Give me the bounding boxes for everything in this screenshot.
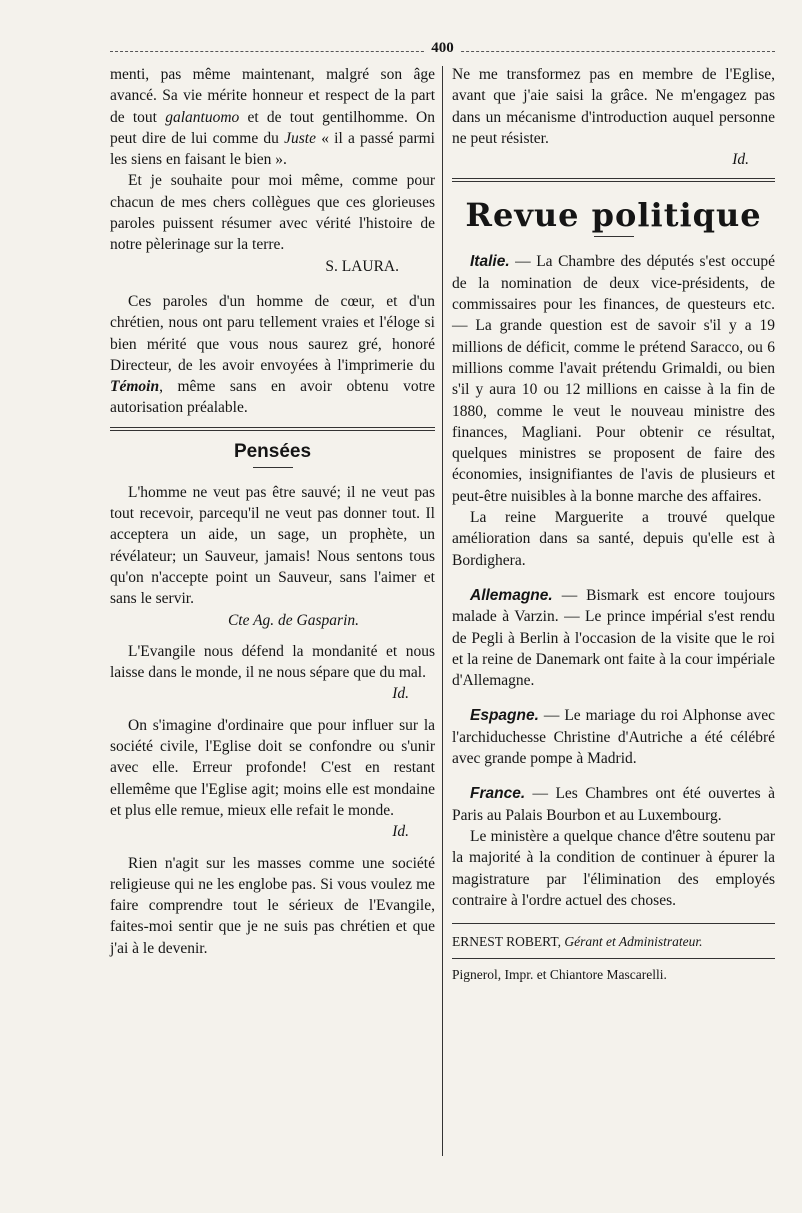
france-paragraph-2: Le ministère a quelque chance d'être soutenu par la majorité à la condition de continuer à épurer la magistrature par l'élimination des employés contraire à l'ordre actuel des choses. <box>452 827 775 909</box>
section-divider <box>452 178 775 182</box>
allemagne-paragraph: Allemagne. — Bismark est encore toujours malade à Varzin. — Le prince impérial s'est rendu de Pegli à Berlin à l'occasion de la visite que le roi et la reine de Danemark ont faite à la cour impériale d'Allemagne. <box>452 586 775 690</box>
page-header <box>110 40 775 62</box>
page-number: 400 <box>425 40 460 57</box>
italie-paragraph: Italie. — La Chambre des députés s'est occupé de la nomination de deux vice-présidents, de commissaires pour les finances, de questeurs etc. — La grande question est de savoir s'il y a 19 millions de déficit, comme le prétend Saracco, ou 6 millions comme l'avait prétendu Grimaldi, ou bien s'il y aura 10 ou 12 millions en caisse à la fin de 1880, comme le veut le nouveau ministre des finances, Magliani. Pour obtenir ce résultat, quelques ministres se proposent de faire des économies, insignifiantes de l'avis de plusieurs et peut-être nuisibles à la bonne marche des affaires. <box>452 253 775 505</box>
pensee-3-signature: Id. <box>392 823 409 841</box>
pensee-2: L'Evangile nous défend la mondanité et nous laisse dans le monde, il ne nous sépare que du mal. <box>110 642 435 682</box>
title-rule <box>594 236 634 237</box>
pensee-5: Ne me transformez pas en membre de l'Eglise, avant que j'aie saisi la grâce. Ne m'engagez pas dans un mécanisme d'introduction auquel personne ne peut résister. <box>452 66 775 147</box>
italie-paragraph-2: La reine Marguerite a trouvé quelque amélioration dans sa santé, depuis qu'elle est à Bordighera. <box>452 509 775 569</box>
footer-rule <box>452 923 775 924</box>
intro-paragraph-1: menti, pas même maintenant, malgré son âge avancé. Sa vie mérite honneur et respect de la part de tout galantuomo et de tout gentilhomme. On peut dire de lui comme du Juste « il a passé parmi les siens en faisant le bien ». <box>110 66 435 169</box>
pensee-5-signature: Id. <box>732 151 749 169</box>
france-paragraph: France. — Les Chambres ont été ouvertes à Paris au Palais Bourbon et au Luxembourg. <box>452 785 775 824</box>
footer-manager: ERNEST ROBERT, Gérant et Administrateur. <box>452 934 703 950</box>
intro-signature: S. LAURA. <box>325 257 399 275</box>
intro-paragraph-2: Et je souhaite pour moi même, comme pour chacun de mes chers collègues que ces glorieuses paroles puissent résumer avec vérité l'histoire de notre pèlerinage sur la terre. <box>110 172 435 254</box>
pensee-2-signature: Id. <box>392 685 409 703</box>
pensees-title: Pensées <box>233 440 312 462</box>
revue-title: Revue politique <box>465 196 762 235</box>
pensee-4: Rien n'agit sur les masses comme une société religieuse qui ne les englobe pas. Si vous voulez me faire comprendre tout le sérieux de l'Evangile, faites-moi sentir que je ne suis pas chrétien et que j'ai à le devenir. <box>110 854 435 957</box>
pensee-1: L'homme ne veut pas être sauvé; il ne veut pas tout recevoir, parcequ'il ne veut pas donner tout. Il acceptera un aide, un sage, un prophète, un révélateur; un Sauveur, jamais! Nous sentons tous qu'on n'accepte point un Sauveur, sans l'aimer et sans le servir. <box>110 483 435 608</box>
column-divider <box>442 66 443 1156</box>
section-divider <box>110 427 435 431</box>
footer-rule <box>452 958 775 959</box>
footer-printer: Pignerol, Impr. et Chiantore Mascarelli. <box>452 967 667 983</box>
editor-note: Ces paroles d'un homme de cœur, et d'un chrétien, nous ont paru tellement vraies et l'éloge si bien mérité que vous nous saurez gré, honoré Directeur, de les avoir envoyées à l'imprimerie du Témoin, même sans en avoir obtenu votre autorisation préalable. <box>110 292 435 417</box>
pensee-1-author: Cte Ag. de Gasparin. <box>227 611 359 629</box>
left-column <box>110 64 435 959</box>
espagne-paragraph: Espagne. — Le mariage du roi Alphonse avec l'archiduchesse Christine d'Autriche a été célébré avec grande pompe à Madrid. <box>452 707 775 768</box>
right-column <box>452 64 775 985</box>
title-rule <box>253 467 293 468</box>
pensee-3: On s'imagine d'ordinaire que pour influer sur la société civile, l'Eglise doit se confondre ou s'unir avec elle. Erreur profonde! C'est en restant ellemême que l'Eglise agit; moins elle est mondaine et plus elle remue, mieux elle refait le monde. <box>110 716 435 819</box>
